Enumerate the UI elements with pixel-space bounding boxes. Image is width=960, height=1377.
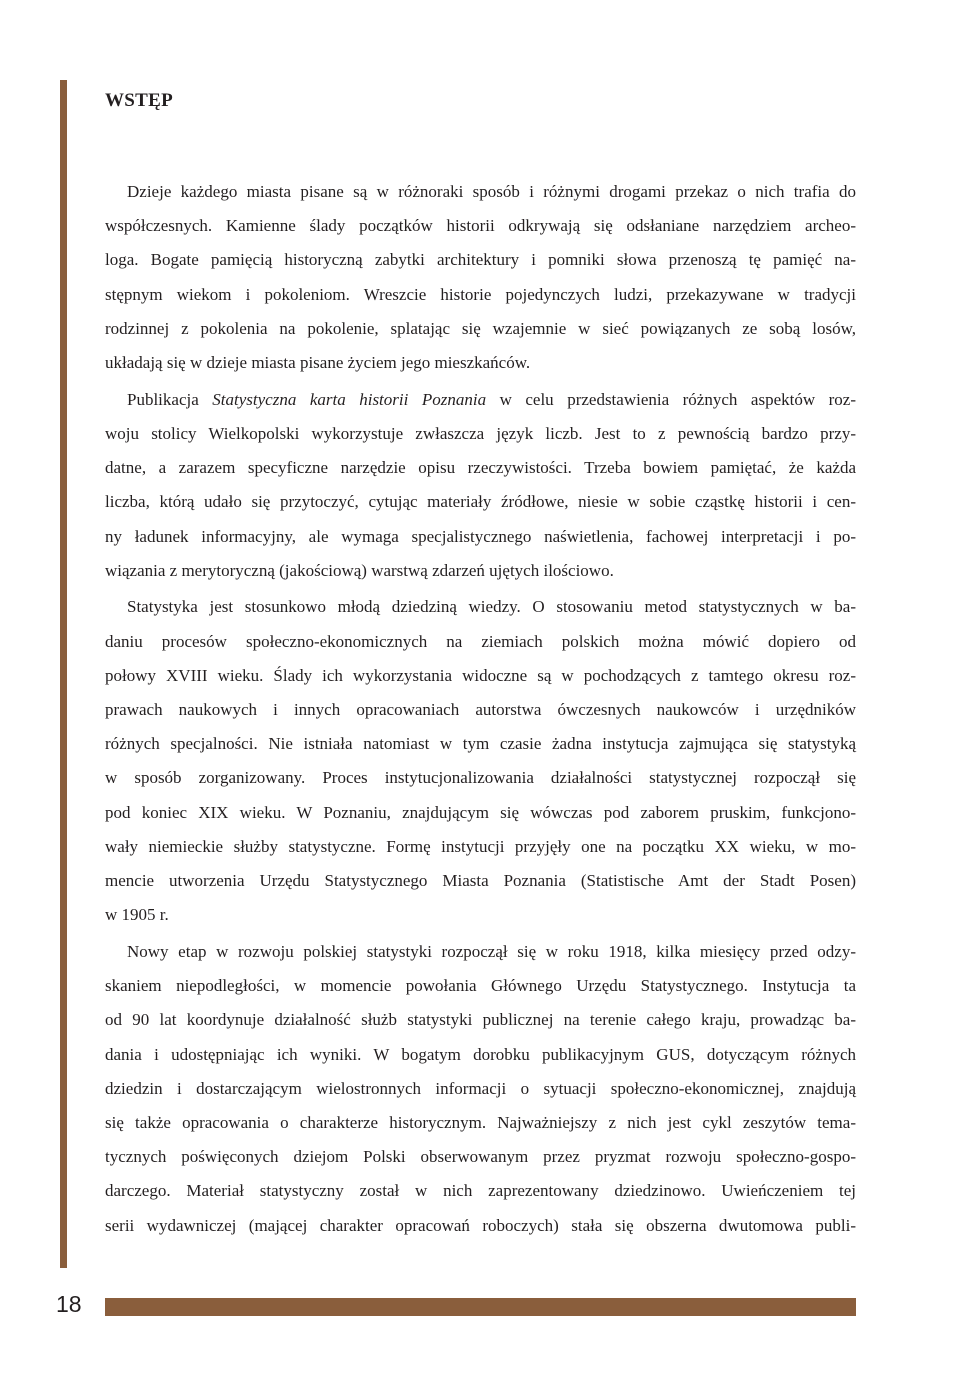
text-line: tycznych poświęconych dziejom Polski obserwowanym przez pryzmat rozwoju społeczno-gospo-	[105, 1147, 856, 1167]
text-line: w 1905 r.	[105, 905, 169, 925]
text-line: daniu procesów społeczno-ekonomicznych na ziemiach polskich można mówić dopiero od	[105, 631, 856, 651]
publication-title: Statystyczna karta historii Poznania	[212, 389, 487, 409]
text-line: Statystyka jest stosunkowo młodą dziedziną wiedzy. O stosowaniu metod statystycznych w ba-	[127, 597, 856, 617]
text-line: układają się w dzieje miasta pisane życiem jego mieszkańców.	[105, 353, 531, 373]
text-line: darczego. Materiał statystyczny został w nich zaprezentowany dziedzinowo. Uwieńczeniem tej	[105, 1181, 856, 1201]
text-line: się także opracowania o charakterze historycznym. Najważniejszy z nich jest cykl zeszytów tema-	[105, 1112, 856, 1132]
text-line: od 90 lat koordynuje działalność służb statystyki publicznej na terenie całego kraju, prowadząc ba-	[105, 1010, 856, 1030]
text-line: stępnym wiekom i pokoleniom. Wreszcie historie pojedynczych ludzi, przekazywane w tradycji	[105, 284, 856, 304]
text-line: loga. Bogate pamięcią historyczną zabytki architektury i pomniki słowa przenoszą tę pamięć na-	[105, 250, 856, 270]
paragraph-1	[105, 175, 856, 380]
text-line: rodzinnej z pokolenia na pokolenie, splatając się wzajemnie w sieć powiązanych ze sobą losów,	[105, 318, 856, 338]
text-line: serii wydawniczej (mającej charakter opracowań roboczych) stała się obszerna dwutomowa publi-	[105, 1215, 856, 1235]
text-line: dania i udostępniając ich wyniki. W bogatym dorobku publikacyjnym GUS, dotyczącym różnych	[105, 1044, 856, 1064]
text-line: datne, a zarazem specyficzne narzędzie opisu rzeczywistości. Trzeba bowiem pamiętać, że każda	[105, 458, 856, 478]
text-fragment: Publikacja	[127, 389, 213, 409]
text-line: wały niemieckie służby statystyczne. Formę instytucji przyjęły one na początku XX wieku, w mo-	[105, 836, 856, 856]
text-line: wiązania z merytoryczną (jakościową) warstwą zdarzeń ujętych ilościowo.	[105, 560, 614, 580]
text-line: pod koniec XIX wieku. W Poznaniu, znajdującym się wówczas pod zaborem pruskim, funkcjono-	[105, 802, 856, 822]
paragraph-3	[105, 590, 856, 932]
section-heading: WSTĘP	[105, 90, 174, 111]
text-fragment: w celu przedstawienia różnych aspektów roz-	[486, 389, 856, 409]
text-line: dziedzin i dostarczającym wielostronnych informacji o sytuacji społeczno-ekonomicznej, znajdują	[105, 1078, 856, 1098]
page-number: 18	[56, 1291, 82, 1317]
paragraph-4	[105, 935, 856, 1243]
footer-bar	[105, 1298, 856, 1316]
body-text	[105, 175, 856, 1243]
text-line: ny ładunek informacyjny, ale wymaga specjalistycznego naświetlenia, fachowej interpretacji i po-	[105, 526, 856, 546]
text-line: różnych specjalności. Nie istniała natomiast w tym czasie żadna instytucja zajmująca się statystyką	[105, 734, 856, 754]
text-line: w sposób zorganizowany. Proces instytucjonalizowania działalności statystycznej rozpoczął się	[105, 768, 856, 788]
text-line: woju stolicy Wielkopolski wykorzystuje zwłaszcza język liczb. Jest to z pewnością bardzo przy-	[105, 423, 856, 443]
text-line: Nowy etap w rozwoju polskiej statystyki rozpoczął się w roku 1918, kilka miesięcy przed odzy-	[127, 941, 856, 961]
text-line: liczba, którą udało się przytoczyć, cytując materiały źródłowe, niesie w sobie cząstkę historii i cen-	[105, 492, 856, 512]
text-line: mencie utworzenia Urzędu Statystycznego Miasta Poznania (Statistische Amt der Stadt Posen)	[105, 871, 856, 891]
text-line: Dzieje każdego miasta pisane są w różnoraki sposób i różnymi drogami przekaz o nich trafia do	[127, 182, 856, 201]
paragraph-2	[105, 383, 856, 588]
text-line: połowy XVIII wieku. Ślady ich wykorzystania widoczne są w pochodzących z tamtego okresu roz-	[105, 665, 856, 685]
text-line: prawach naukowych i innych opracowaniach autorstwa ówczesnych naukowców i urzędników	[105, 700, 856, 720]
text-line	[105, 383, 856, 417]
left-margin-rule	[60, 80, 67, 1268]
text-line: współczesnych. Kamienne ślady początków historii odkrywają się odsłaniane narzędziem archeo-	[105, 216, 856, 236]
text-line: skaniem niepodległości, w momencie powołania Głównego Urzędu Statystycznego. Instytucja ta	[105, 976, 856, 996]
